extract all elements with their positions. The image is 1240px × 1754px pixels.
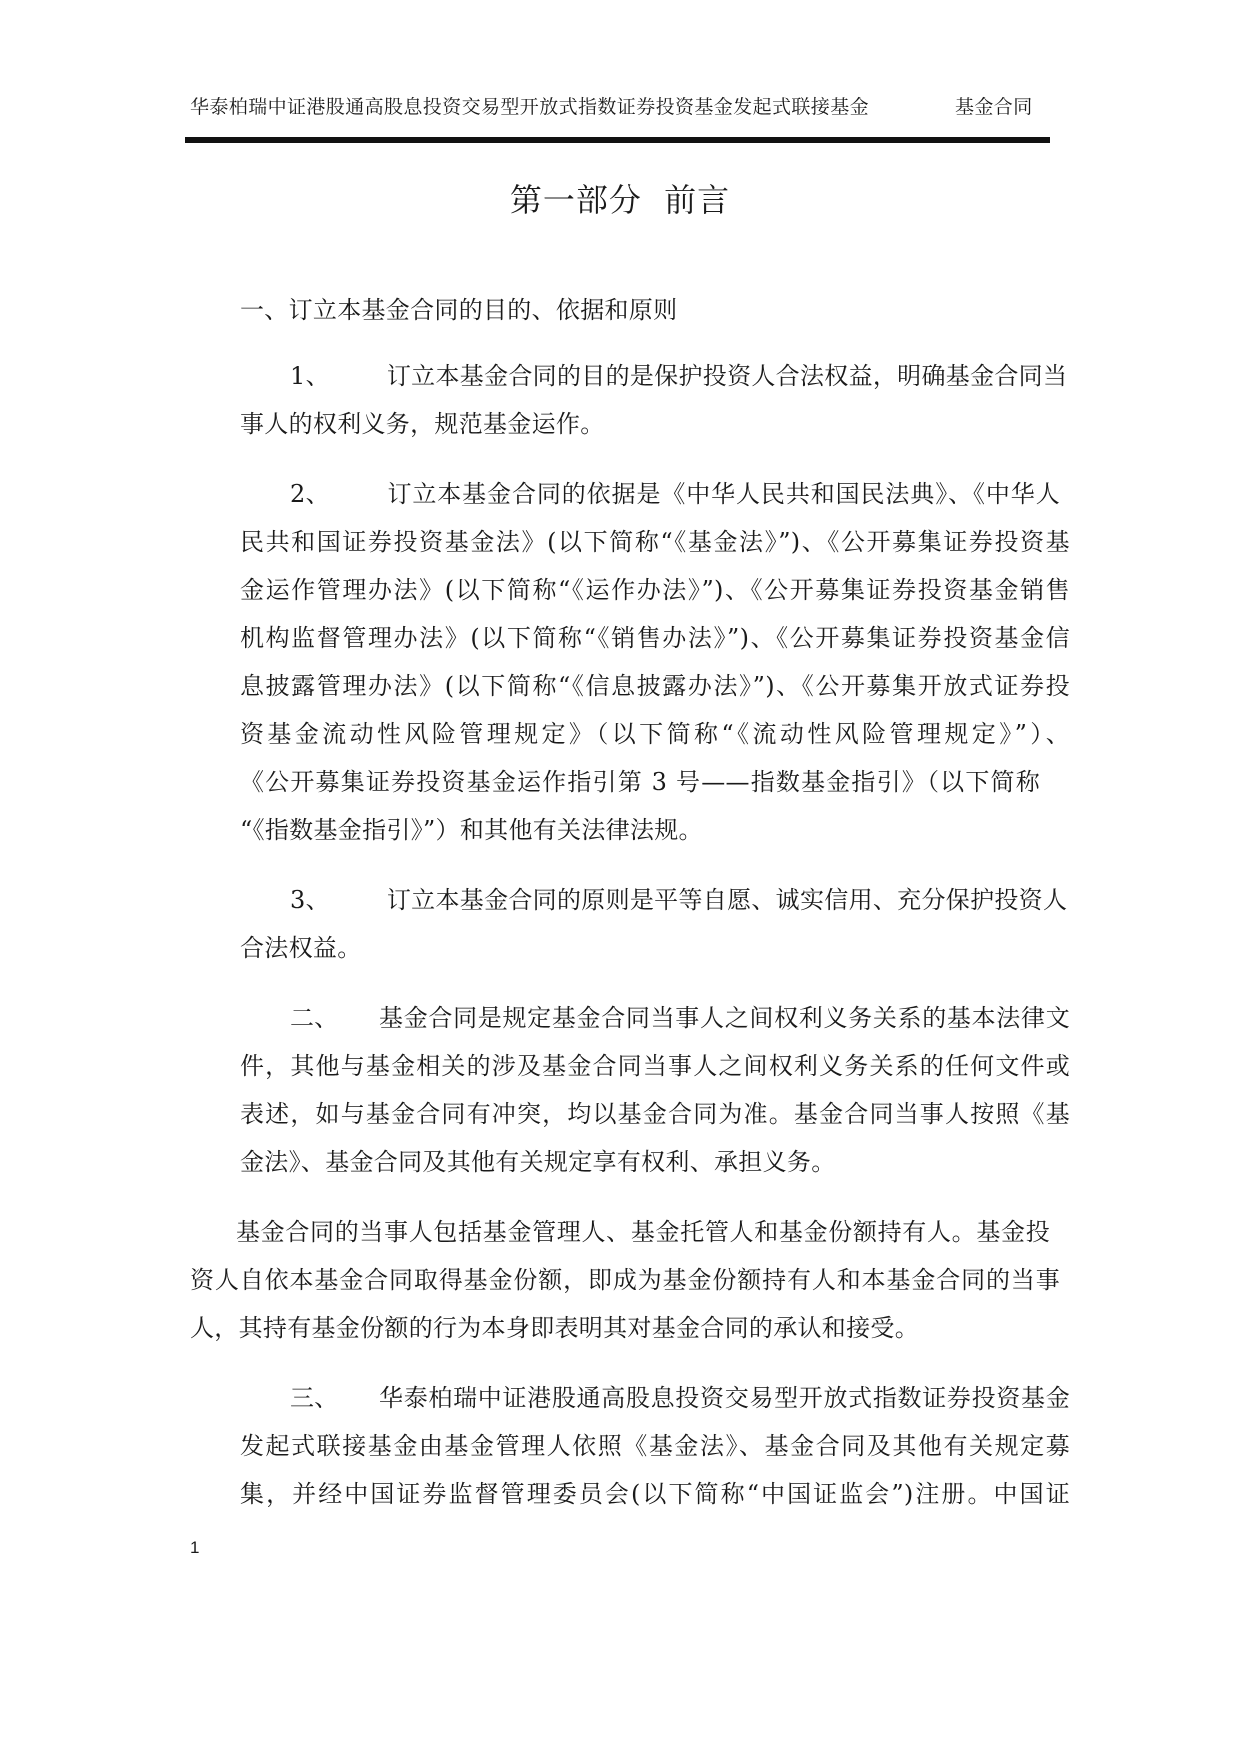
section-3-line-3: 集，并经中国证券监督管理委员会(以下简称“中国证监会”)注册。中国证: [240, 1480, 1070, 1508]
header-right-title: 基金合同: [955, 96, 1033, 118]
item-2-line-1: [290, 474, 1060, 509]
item-1-line-1: [290, 356, 1068, 391]
item-1-number: 1、: [290, 362, 330, 390]
item-2-line-6: 资基金流动性风险管理规定》（以下简称“《流动性风险管理规定》”）、: [240, 720, 1070, 748]
page-title: 第一部分 前言: [509, 181, 731, 219]
item-2-line-7: 《公开募集证券投资基金运作指引第 3 号——指数基金指引》（以下简称: [240, 768, 1040, 796]
section-1-heading: 一、订立本基金合同的目的、依据和原则: [240, 296, 678, 324]
section-2-line-3: 表述，如与基金合同有冲突，均以基金合同为准。基金合同当事人按照《基: [240, 1100, 1070, 1128]
item-3-number: 3、: [290, 886, 330, 914]
section-2-line-4: 金法》、基金合同及其他有关规定享有权利、承担义务。: [240, 1148, 836, 1176]
header-rule: [185, 137, 1050, 143]
item-1-text: 订立本基金合同的目的是保护投资人合法权益，明确基金合同当: [386, 362, 1068, 390]
paragraph-line-3: 人，其持有基金份额的行为本身即表明其对基金合同的承认和接受。: [190, 1314, 919, 1342]
section-3-line-2: 发起式联接基金由基金管理人依照《基金法》、基金合同及其他有关规定募: [240, 1432, 1070, 1460]
header-left-title: 华泰柏瑞中证港股通高股息投资交易型开放式指数证券投资基金发起式联接基金: [190, 96, 870, 118]
section-2-number: 二、: [290, 1004, 339, 1032]
paragraph-line-1: 基金合同的当事人包括基金管理人、基金托管人和基金份额持有人。基金投: [236, 1218, 1050, 1246]
item-3-line-1: [290, 880, 1068, 915]
item-2-line-3: 金运作管理办法》(以下简称“《运作办法》”)、《公开募集证券投资基金销售: [240, 576, 1070, 604]
item-2-line-5: 息披露管理办法》(以下简称“《信息披露办法》”)、《公开募集开放式证券投: [240, 672, 1070, 700]
item-1-line-2: 事人的权利义务，规范基金运作。: [240, 410, 605, 438]
item-2-line-4: 机构监督管理办法》(以下简称“《销售办法》”)、《公开募集证券投资基金信: [240, 624, 1070, 652]
section-3-text: 华泰柏瑞中证港股通高股息投资交易型开放式指数证券投资基金: [378, 1384, 1070, 1412]
item-2-line-8: “《指数基金指引》”）和其他有关法律法规。: [240, 816, 703, 844]
section-2-line-2: 件，其他与基金相关的涉及基金合同当事人之间权利义务关系的任何文件或: [240, 1052, 1070, 1080]
section-3-number: 三、: [290, 1384, 339, 1412]
section-2-text: 基金合同是规定基金合同当事人之间权利义务关系的基本法律文: [378, 1004, 1070, 1032]
section-3-line-1: [290, 1378, 1070, 1413]
section-2-line-1: [290, 998, 1070, 1033]
paragraph-line-2: 资人自依本基金合同取得基金份额，即成为基金份额持有人和本基金合同的当事: [190, 1266, 1060, 1294]
item-2-number: 2、: [290, 480, 330, 508]
item-2-text: 订立本基金合同的依据是《中华人民共和国民法典》、《中华人: [386, 480, 1060, 508]
item-3-text: 订立本基金合同的原则是平等自愿、诚实信用、充分保护投资人: [386, 886, 1068, 914]
item-2-line-2: 民共和国证券投资基金法》(以下简称“《基金法》”)、《公开募集证券投资基: [240, 528, 1070, 556]
item-3-line-2: 合法权益。: [240, 934, 362, 962]
page-number: 1: [190, 1538, 200, 1557]
